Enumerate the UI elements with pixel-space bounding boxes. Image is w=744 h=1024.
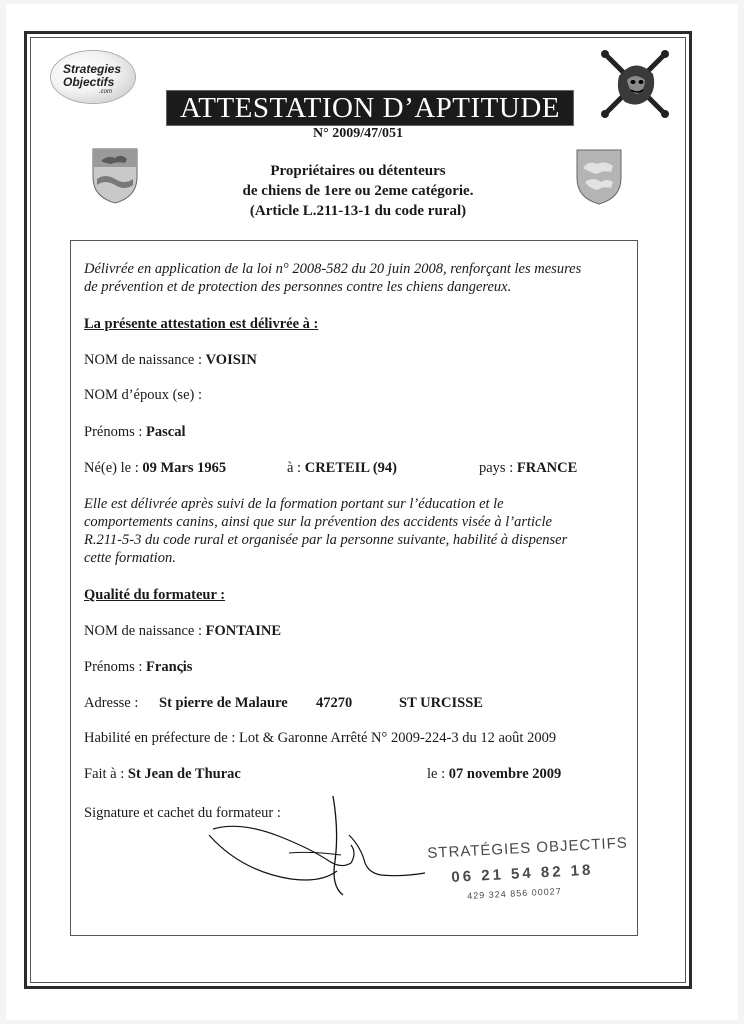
- holder-born-label: Né(e) le :: [84, 460, 143, 476]
- holder-country-field: [479, 460, 577, 477]
- holder-first-name-label: Prénoms :: [84, 424, 147, 440]
- document-title: ATTESTATION D’APTITUDE: [167, 91, 573, 125]
- holder-spouse-name-label: NOM d’époux (se) :: [84, 387, 202, 403]
- holder-birth-place-field: [287, 460, 397, 477]
- trainer-address-label: Adresse :: [84, 695, 139, 711]
- logo-line-3: .com: [99, 89, 113, 95]
- stamp-siret: 429 324 856 00027: [467, 886, 562, 901]
- holder-birth-name-label: NOM de naissance :: [84, 352, 206, 368]
- trainer-address-street: St pierre de Malaure: [159, 695, 288, 711]
- holder-birth-name-row: [84, 352, 257, 369]
- logo-line-1: Strategies: [63, 62, 122, 76]
- signature-label: Signature et cachet du formateur :: [84, 805, 281, 821]
- holder-born-place: CRETEIL (94): [304, 460, 397, 476]
- trainer-heading: Qualité du formateur :: [84, 587, 226, 603]
- done-at-label: Fait à :: [84, 766, 128, 782]
- stamp-company-name: STRATÉGIES OBJECTIFS: [427, 834, 629, 862]
- date-row: [427, 766, 561, 783]
- holder-birth-name-value: VOISIN: [205, 352, 257, 368]
- trainer-birth-name-label: NOM de naissance :: [84, 623, 206, 639]
- holder-born-date: 09 Mars 1965: [142, 460, 227, 476]
- attestation-content-box: [70, 240, 638, 936]
- logo-line-2: Objectifs: [63, 75, 115, 89]
- date-label: le :: [427, 766, 449, 782]
- trainer-habilitation: Habilité en préfecture de : Lot & Garonne Arrêté N° 2009-224-3 du 12 août 2009: [84, 730, 557, 746]
- holder-born-place-label: à :: [287, 460, 305, 476]
- date-value: 07 novembre 2009: [448, 766, 562, 782]
- holder-birth-date-field: [84, 460, 226, 477]
- holder-country: FRANCE: [516, 460, 578, 476]
- trainer-first-name-label: Prénoms :: [84, 659, 147, 675]
- trainer-address-city: ST URCISSE: [399, 695, 483, 711]
- intro-line-1: Délivrée en application de la loi n° 2008-582 du 20 juin 2008, renforçant les mesures: [84, 261, 582, 277]
- strategies-objectifs-logo: [51, 51, 135, 103]
- holder-heading: La présente attestation est délivrée à :: [84, 316, 319, 332]
- trainer-birth-name-row: [84, 623, 281, 640]
- holder-country-label: pays :: [479, 460, 517, 476]
- trainer-address-zip: 47270: [316, 695, 353, 711]
- done-at-value: St Jean de Thurac: [127, 766, 241, 782]
- subtitle-line-3: (Article L.211-13-1 du code rural): [249, 203, 467, 219]
- handwritten-signature: [201, 791, 441, 901]
- stamp-phone: 06 21 54 82 18: [451, 861, 594, 886]
- subtitle-line-2: de chiens de 1ere ou 2eme catégorie.: [242, 183, 474, 199]
- trainer-birth-name-value: FONTAINE: [205, 623, 282, 639]
- attestation-number: N° 2009/47/051: [313, 126, 403, 141]
- intro-line-2: de prévention et de protection des personnes contre les chiens dangereux.: [84, 279, 512, 295]
- training-line-4: cette formation.: [84, 550, 176, 566]
- trainer-first-name-value: Franςis: [146, 659, 193, 675]
- training-line-1: Elle est délivrée après suivi de la formation portant sur l’éducation et le: [84, 496, 504, 512]
- training-line-3: R.211-5-3 du code rural et organisée par la personne suivante, habilité à dispenser: [84, 532, 568, 548]
- dog-crossed-bones-emblem-icon: [597, 46, 673, 122]
- training-line-2: comportements canins, ainsi que sur la prévention des accidents visée à l’article: [84, 514, 552, 530]
- holder-first-name-value: Pascal: [146, 424, 186, 440]
- holder-first-name-row: [84, 424, 186, 441]
- done-at-row: [84, 766, 241, 783]
- subtitle-line-1: Propriétaires ou détenteurs: [270, 163, 446, 179]
- trainer-first-name-row: [84, 659, 192, 676]
